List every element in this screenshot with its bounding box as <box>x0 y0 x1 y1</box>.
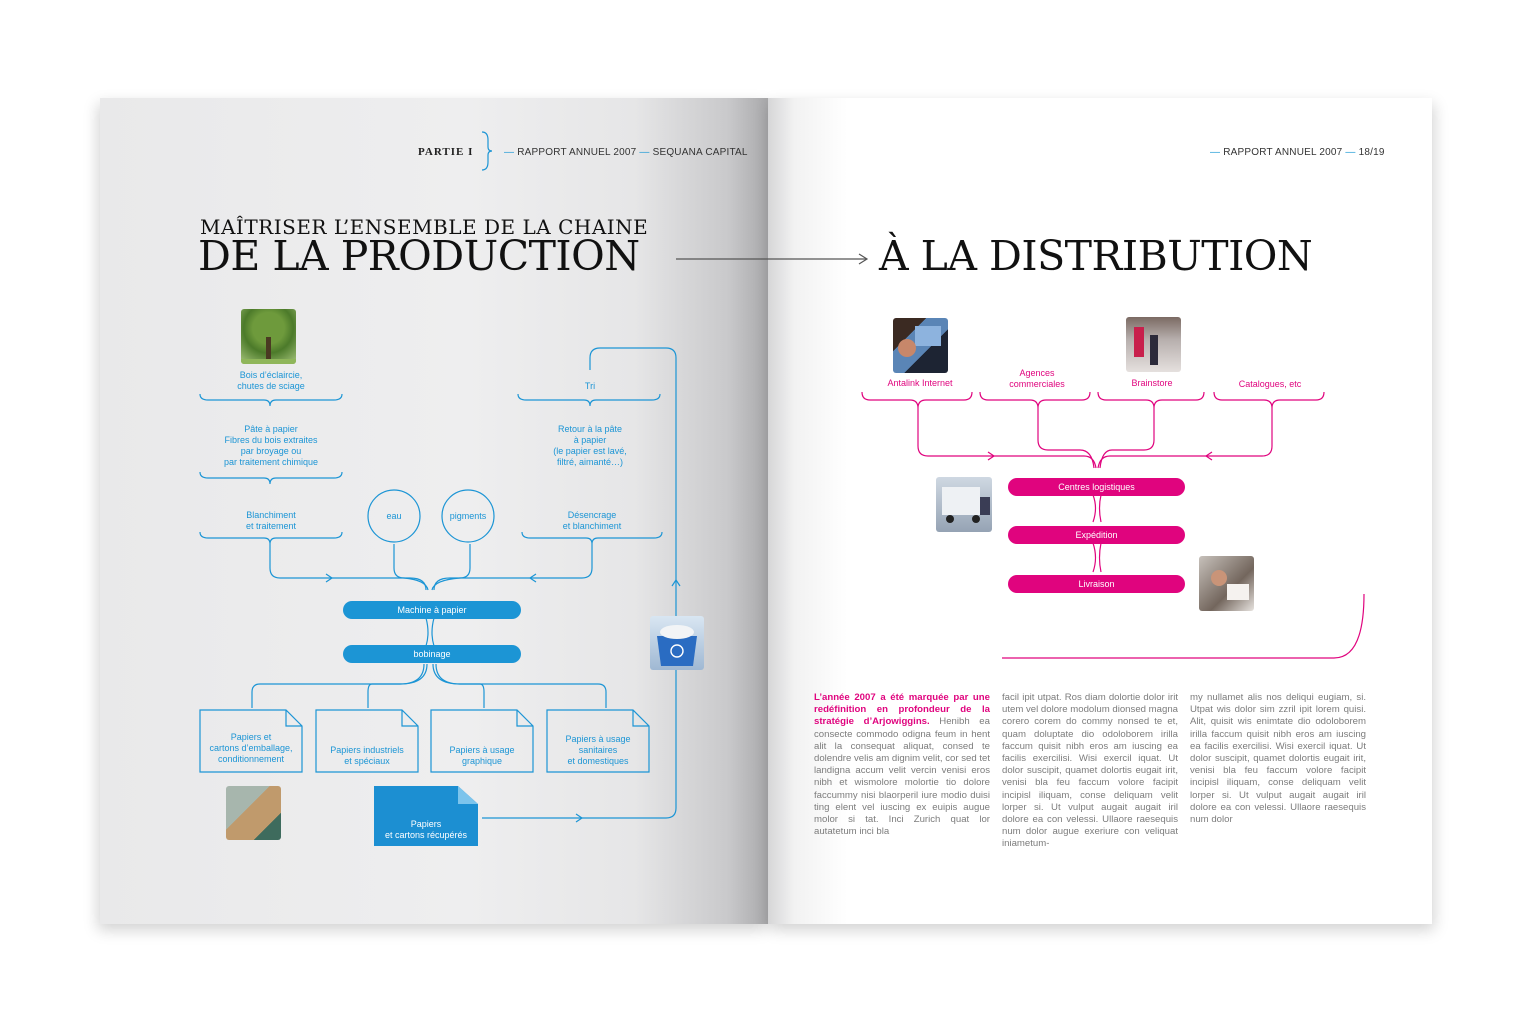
text-column-3: my nullamet alis nos deliqui eugiam, si. Utpat wis dolor sim zzril ipit lorem quisi. Alit, quisit wis enimtate dio odoloborem irilla faccum quisit nibh eros am iuscing ea facilis exercilisi. Wisi exercil iquat. Ut dolor suscipit, quamet dolortis eugait irit, venisi bla feu faccum volore facipit incipisl iliquam, conse deliquam velit lorper si. Ut vulput augait augait iril dolore ea con velessi. Ullaore raesequis num dolor <box>1190 692 1366 826</box>
product-emballage: Papiers et cartons d’emballage, conditionnement <box>209 732 293 764</box>
channel-antalink: Antalink Internet <box>887 378 953 388</box>
title-line-2: DE LA PRODUCTION <box>198 232 640 280</box>
column-1-body: Henibh ea consecte commodo odigna feum in hent alit la consequat aliquat, consed te dolendre velis am dignim velit, cor sed tet landigna accum velit vercin venisi eros nibh et wismolore molortie tio dolore faccummy nisi blaorperil iure modio duisi ting elent vel iuscing ex euipis augue molor si tat. Inci Zurich quat lor autatetum inci bla <box>814 716 990 838</box>
product-graphique: Papiers à usage graphique <box>449 745 515 766</box>
bois-label: Bois d’éclaircie, chutes de sciage <box>237 370 305 391</box>
report-title-right: RAPPORT ANNUEL 2007 <box>1223 147 1343 158</box>
eau-label: eau <box>386 511 402 521</box>
channel-agences: Agences commerciales <box>1009 368 1065 389</box>
blanchiment-label: Blanchiment et traitement <box>245 510 297 531</box>
retour-label: Retour à la pâte à papier (le papier est lavé, filtré, aimanté…) <box>553 424 627 467</box>
header-text: — RAPPORT ANNUEL 2007 — SEQUANA CAPITAL <box>504 147 748 158</box>
product-industriels: Papiers industriels et spéciaux <box>330 745 404 766</box>
lead-paragraph: L’année 2007 a été marquée par une redéfinition en profondeur de la stratégie d’Arjowiggins. <box>814 692 990 728</box>
machine-a-papier-pill: Machine à papier <box>343 601 521 619</box>
step-centres-logistiques: Centres logistiques <box>1008 478 1185 496</box>
channel-catalogues: Catalogues, etc <box>1238 379 1302 389</box>
tri-label: Tri <box>584 381 596 391</box>
pigments-label: pigments <box>449 511 487 521</box>
distribution-title: À LA DISTRIBUTION <box>879 232 1313 280</box>
page-numbers: 18/19 <box>1358 147 1385 158</box>
desencrage-label: Désencrage et blanchiment <box>562 510 622 531</box>
text-column-2: facil ipit utpat. Ros diam dolortie dolor irit utem vel dolore modolum dionsed magna corero corem do commy nonsed te et, quam doluptate dio odoloborem irilla faccum quisit nibh eros am iuscing ea facilis exercilisi. Wisi exercil iquat. Ut dolor suscipit, quamet dolortis eugait irit, venisi bla feu faccum volore facipit incipisl iliquam, conse deliquam velit lorper si. Ut vulput augait augait iril dolore ea con velessi. Ullaore raesequis num dolor augue exeriure con veliquat iniametum- <box>1002 692 1178 850</box>
right-header-text: — RAPPORT ANNUEL 2007 — 18/19 <box>1210 147 1385 158</box>
section-label: PARTIE I <box>418 146 474 158</box>
pate-label: Pâte à papier Fibres du bois extraites par broyage ou par traitement chimique <box>223 424 319 467</box>
step-expedition: Expédition <box>1008 526 1185 544</box>
recovered-paper-label: Papiers et cartons récupérés <box>384 819 468 840</box>
company-name: SEQUANA CAPITAL <box>652 147 748 158</box>
title-line-1: MAÎTRISER L’ENSEMBLE DE LA CHAINE <box>200 215 649 239</box>
product-sanitaires: Papiers à usage sanitaires et domestiques <box>565 734 631 766</box>
report-title: RAPPORT ANNUEL 2007 <box>517 147 637 158</box>
channel-brainstore: Brainstore <box>1131 378 1173 388</box>
step-livraison: Livraison <box>1008 575 1185 593</box>
bobinage-pill: bobinage <box>343 645 521 663</box>
